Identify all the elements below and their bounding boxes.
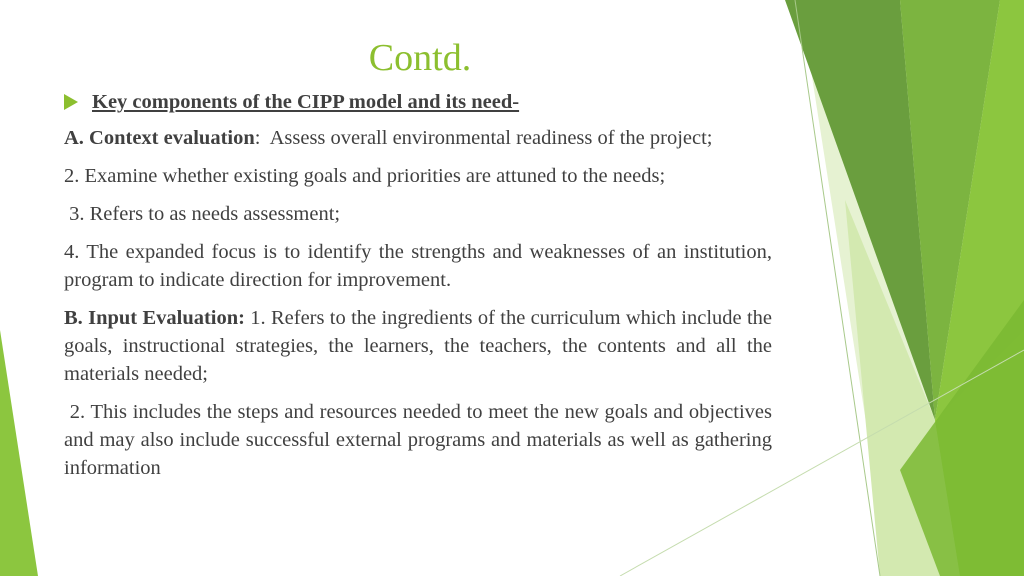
input-evaluation-label: B. Input Evaluation: xyxy=(64,307,245,329)
context-evaluation-text: Assess overall environmental readiness of the project; xyxy=(260,127,713,149)
list-item: 4. The expanded focus is to identify the strengths and weaknesses of an institution, program to indicate direction for improvement. xyxy=(64,241,772,291)
slide-title: Contd. xyxy=(368,37,472,79)
bullet-heading-row xyxy=(64,88,772,116)
facet-left-edge xyxy=(0,330,38,576)
input-evaluation-paragraph xyxy=(64,304,772,388)
list-item: 3. Refers to as needs assessment; xyxy=(64,203,341,225)
arrow-bullet-icon xyxy=(64,94,78,110)
list-item: 2. Examine whether existing goals and priorities are attuned to the needs; xyxy=(64,165,666,187)
list-item: 2. This includes the steps and resources needed to meet the new goals and objectives and may also include successful external programs and materials as well as gathering information xyxy=(64,401,778,479)
bullet-heading: Key components of the CIPP model and its need- xyxy=(92,91,520,113)
slide-content xyxy=(64,88,778,492)
context-evaluation-colon: : xyxy=(254,127,261,149)
input-evaluation-text: 1. Refers to the ingredients of the curriculum which include the goals, instructional strategies, the learners, the teachers, the contents and all the materials needed; xyxy=(64,307,772,385)
context-evaluation-label: A. Context evaluation xyxy=(64,127,255,149)
context-evaluation-paragraph xyxy=(64,124,772,152)
